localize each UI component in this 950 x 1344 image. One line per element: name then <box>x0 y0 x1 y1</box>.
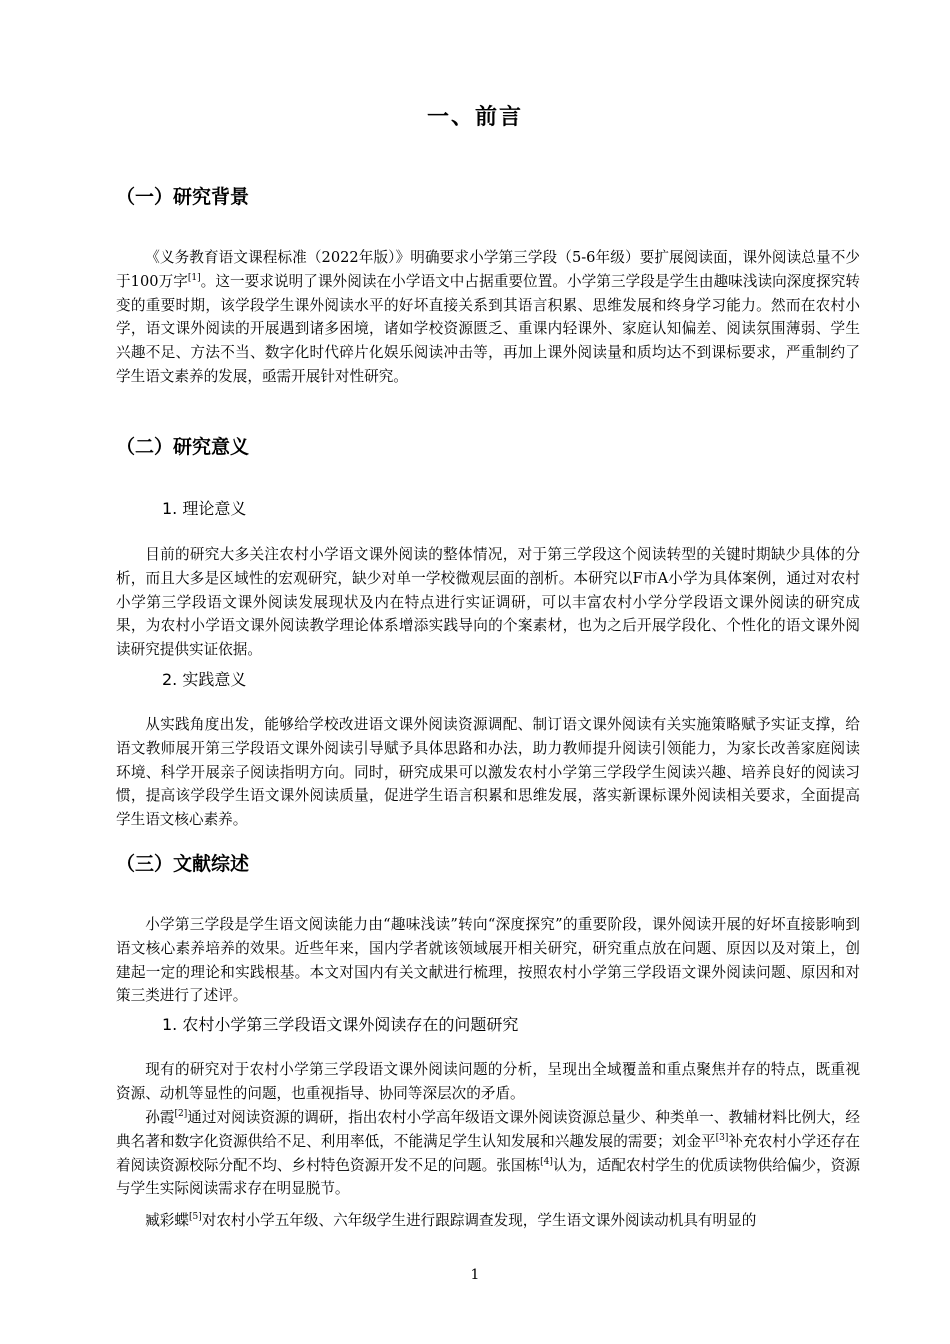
paragraph-problems-resources <box>116 1106 860 1201</box>
paragraph-research-background <box>116 246 860 389</box>
paragraph-text: 通过对阅读资源的调研，指出农村小学高年级语文课外阅读资源总量少、种类单一、教辅材料比例大，经典名著和数字化资源供给不足、利用率低，不能满足学生认知发展和兴趣发展的需要；刘金平 <box>116 1109 860 1150</box>
chapter-title: 一、前言 <box>426 105 523 130</box>
paragraph-text: 《义务教育语文课程标准（2022年版）》明确要求小学第三学段（5-6年级）要扩展阅读面，课外阅读总量不少于100万字 <box>116 249 860 290</box>
section-heading-research-background: （一）研究背景 <box>116 186 250 208</box>
citation-ref[interactable]: [5] <box>188 1212 202 1223</box>
paragraph-theoretical-significance: 目前的研究大多关注农村小学语文课外阅读的整体情况，对于第三学段这个阅读转型的关键时期缺少具体的分析，而且大多是区域性的宏观研究，缺少对单一学校微观层面的剖析。本研究以F市A小学为具体案例，通过对农村小学第三学段语文课外阅读发展现状及内在特点进行实证调研，可以丰富农村小学分学段语文课外阅读的研究成果，为农村小学语文课外阅读教学理论体系增添实践导向的个案素材，也为之后开展学段化、个性化的语文课外阅读研究提供实证依据。 <box>116 546 860 659</box>
citation-ref[interactable]: [1] <box>187 272 201 283</box>
section-heading-research-significance: （二）研究意义 <box>116 436 250 458</box>
paragraph-problems-overview: 现有的研究对于农村小学第三学段语文课外阅读问题的分析，呈现出全域覆盖和重点聚焦并存的特点，既重视资源、动机等显性的问题，也重视指导、协同等深层次的矛盾。 <box>116 1061 860 1102</box>
paragraph-problems-motivation <box>116 1209 860 1233</box>
paragraph-literature-intro: 小学第三学段是学生语文阅读能力由“趣味浅读”转向“深度探究”的重要阶段，课外阅读开展的好坏直接影响到语文核心素养培养的效果。近些年来，国内学者就该领域展开相关研究，研究重点放在问题、原因以及对策上，创建起一定的理论和实践根基。本文对国内有关文献进行梳理，按照农村小学第三学段语文课外阅读问题、原因和对策三类进行了述评。 <box>116 916 860 1005</box>
paragraph-text: 臧彩蝶 <box>145 1212 189 1229</box>
paragraph-text: 孙霞 <box>145 1109 175 1126</box>
citation-ref[interactable]: [4] <box>540 1156 553 1167</box>
section-heading-literature-review: （三）文献综述 <box>116 853 250 875</box>
paragraph-text: 。这一要求说明了课外阅读在小学语文中占据重要位置。小学第三学段是学生由趣味浅读向深度探究转变的重要时期，该学段学生课外阅读水平的好坏直接关系到其语言积累、思维发展和终身学习能力。然而在农村小学，语文课外阅读的开展遇到诸多困境，诸如学校资源匮乏、重课内轻课外、家庭认知偏差、阅读氛围薄弱、学生兴趣不足、方法不当、数字化时代碎片化娱乐阅读冲击等，再加上课外阅读量和质均达不到课标要求，严重制约了学生语文素养的发展，亟需开展针对性研究。 <box>116 272 860 385</box>
citation-ref[interactable]: [2] <box>174 1109 188 1120</box>
subsection-heading-problems: 1. 农村小学第三学段语文课外阅读存在的问题研究 <box>162 1015 519 1034</box>
paragraph-practical-significance: 从实践角度出发，能够给学校改进语文课外阅读资源调配、制订语文课外阅读有关实施策略赋予实证支撑，给语文教师展开第三学段语文课外阅读引导赋予具体思路和办法，助力教师提升阅读引领能力，为家长改善家庭阅读环境、科学开展亲子阅读指明方向。同时，研究成果可以激发农村小学第三学段学生阅读兴趣、培养良好的阅读习惯，提高该学段学生语文课外阅读质量，促进学生语言积累和思维发展，落实新课标课外阅读相关要求，全面提高学生语文核心素养。 <box>116 716 860 829</box>
page-number: 1 <box>470 1267 480 1283</box>
citation-ref[interactable]: [3] <box>715 1132 729 1143</box>
subsection-heading-practical: 2. 实践意义 <box>162 670 247 689</box>
paragraph-text: 对农村小学五年级、六年级学生进行跟踪调查发现，学生语文课外阅读动机具有明显的 <box>201 1212 757 1229</box>
paragraph-text: 补充农村小学还存在着阅读资源校际分配不均、乡村特色资源开发不足的问题。张国栋 <box>116 1132 860 1174</box>
paragraph-text: 认为，适配农村学生的优质读物供给偏少，资源与学生实际阅读需求存在明显脱节。 <box>116 1156 860 1198</box>
subsection-heading-theoretical: 1. 理论意义 <box>162 499 247 518</box>
